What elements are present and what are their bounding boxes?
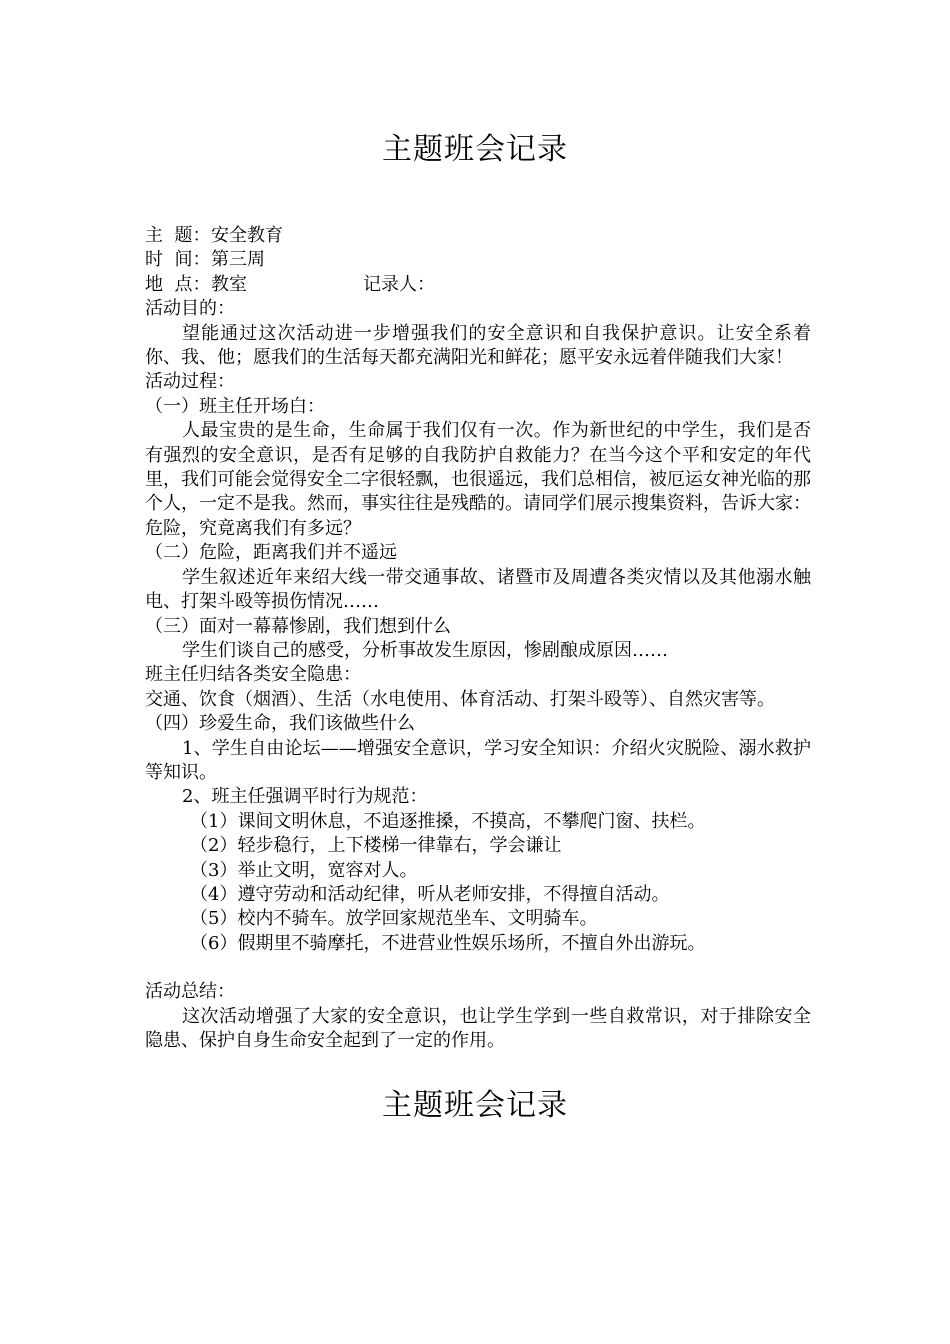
place-value: 教室	[211, 273, 247, 295]
rule-item: （2）轻步稳行，上下楼梯一律靠右，学会谦让	[190, 835, 562, 857]
hazard-summary-heading: 班主任归结各类安全隐患：	[145, 664, 361, 686]
place-label: 地 点：	[145, 273, 211, 295]
hazard-summary-text: 交通、饮食（烟酒）、生活（水电使用、体育活动、打架斗殴等）、自然灾害等。	[145, 688, 775, 710]
conclusion-heading: 活动总结：	[145, 981, 235, 1003]
section-3-text: 学生们谈自己的感受，分析事故发生原因，惨剧酿成原因……	[182, 639, 668, 661]
next-page-title: 主题班会记录	[382, 1088, 568, 1123]
section-2-text: 学生叙述近年来绍大线一带交通事故、诸暨市及周遭各类灾情以及其他溺水触电、打架斗殴等损伤情况……	[145, 566, 811, 613]
process-heading: 活动过程：	[145, 371, 235, 393]
section-4-item-2: 2、班主任强调平时行为规范：	[182, 786, 428, 808]
section-2-heading: （二）危险，距离我们并不遥远	[145, 542, 397, 564]
topic-value: 安全教育	[211, 225, 283, 246]
rule-item: （3）举止文明，宽容对人。	[190, 859, 418, 881]
time-row	[145, 248, 811, 272]
section-1-heading: （一）班主任开场白：	[145, 395, 325, 417]
purpose-text: 望能通过这次活动进一步增强我们的安全意识和自我保护意识。让安全系着你、我、他；愿我们的生活每天都充满阳光和鲜花；愿平安永远着伴随我们大家！	[145, 322, 811, 369]
topic-row	[145, 224, 811, 248]
section-1-text: 人最宝贵的是生命，生命属于我们仅有一次。作为新世纪的中学生，我们是否有强烈的安全意识，是否有足够的自我防护自救能力？在当今这个平和安定的年代里，我们可能会觉得安全二字很轻飘，也很遥远，我们总相信，被厄运女神光临的那个人，一定不是我。然而，事实往往是残酷的。请同学们展示搜集资料，告诉大家：危险，究竟离我们有多远？	[145, 420, 811, 539]
conclusion-text: 这次活动增强了大家的安全意识，也让学生学到一些自救常识，对于排除安全隐患、保护自身生命安全起到了一定的作用。	[145, 1005, 811, 1051]
page-title: 主题班会记录	[382, 132, 568, 167]
place-row	[145, 273, 811, 297]
spacer	[145, 956, 811, 980]
section-4-heading: （四）珍爱生命，我们该做些什么	[145, 713, 415, 735]
rule-item: （4）遵守劳动和活动纪律，听从老师安排，不得擅自活动。	[190, 883, 670, 905]
section-3-heading: （三）面对一幕幕惨剧，我们想到什么	[145, 615, 451, 637]
rule-item: （6）假期里不骑摩托，不进营业性娱乐场所，不擅自外出游玩。	[190, 932, 706, 954]
purpose-heading: 活动目的：	[145, 298, 235, 320]
document-body	[145, 224, 811, 1053]
rule-item: （5）校内不骑车。放学回家规范坐车、文明骑车。	[190, 908, 598, 930]
rule-item: （1）课间文明休息，不追逐推搡，不摸高，不攀爬门窗、扶栏。	[190, 810, 706, 832]
recorder-label: 记录人：	[363, 273, 435, 295]
topic-label: 主 题：	[145, 225, 211, 246]
section-4-item-1: 1、学生自由论坛——增强安全意识，学习安全知识：介绍火灾脱险、溺水救护等知识。	[145, 737, 811, 783]
time-label: 时 间：	[145, 249, 211, 271]
time-value: 第三周	[211, 249, 265, 271]
